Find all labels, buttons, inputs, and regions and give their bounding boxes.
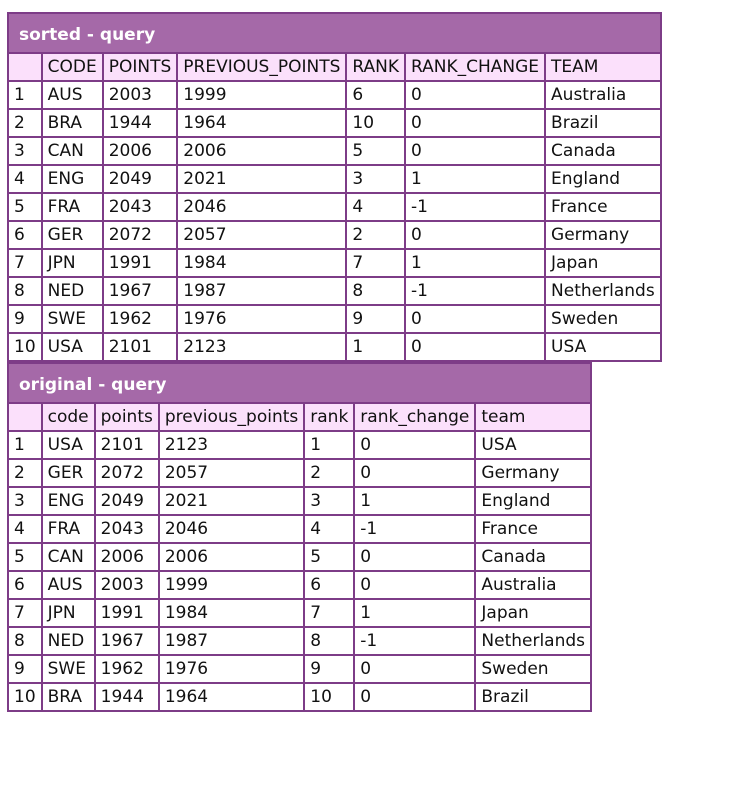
table-cell: 2043 — [95, 515, 159, 543]
table-cell: 8 — [304, 627, 354, 655]
column-header: rank_change — [354, 403, 475, 431]
table-cell: 0 — [405, 137, 545, 165]
table-row — [8, 305, 661, 333]
table-cell: AUS — [42, 571, 95, 599]
table-cell: 4 — [346, 193, 405, 221]
table-cell: 7 — [304, 599, 354, 627]
table-row — [8, 431, 591, 459]
row-index-cell: 6 — [8, 571, 42, 599]
table-cell: ENG — [42, 165, 103, 193]
table-cell: 2006 — [159, 543, 304, 571]
table-cell: 1991 — [103, 249, 178, 277]
table-cell: BRA — [42, 683, 95, 711]
column-header: code — [42, 403, 95, 431]
table-cell: 1984 — [159, 599, 304, 627]
table-cell: 0 — [354, 655, 475, 683]
table-cell: JPN — [42, 249, 103, 277]
row-index-cell: 7 — [8, 599, 42, 627]
table-cell: NED — [42, 627, 95, 655]
table-cell: France — [475, 515, 591, 543]
table-cell: Netherlands — [475, 627, 591, 655]
table-cell: 2046 — [159, 515, 304, 543]
table-cell: BRA — [42, 109, 103, 137]
table-row — [8, 81, 661, 109]
table-cell: -1 — [354, 627, 475, 655]
table-cell: 1 — [354, 599, 475, 627]
table-cell: 2101 — [103, 333, 178, 361]
table-cell: England — [475, 487, 591, 515]
table-cell: 1962 — [103, 305, 178, 333]
table-cell: 1964 — [159, 683, 304, 711]
table-cell: Sweden — [545, 305, 661, 333]
row-index-cell: 6 — [8, 221, 42, 249]
table-cell: 0 — [405, 305, 545, 333]
table-cell: 1967 — [95, 627, 159, 655]
column-header: points — [95, 403, 159, 431]
table-cell: 1999 — [159, 571, 304, 599]
table-row — [8, 627, 591, 655]
table-row — [8, 571, 591, 599]
table-cell: 2003 — [95, 571, 159, 599]
table-row — [8, 109, 661, 137]
table-cell: Brazil — [475, 683, 591, 711]
table-cell: 1 — [304, 431, 354, 459]
table-cell: 2049 — [95, 487, 159, 515]
table-cell: 0 — [354, 543, 475, 571]
table-cell: Canada — [545, 137, 661, 165]
table-row — [8, 683, 591, 711]
table-cell: 0 — [405, 109, 545, 137]
table-cell: 3 — [346, 165, 405, 193]
table-cell: 1967 — [103, 277, 178, 305]
table-cell: 1987 — [177, 277, 346, 305]
table-cell: 2101 — [95, 431, 159, 459]
row-index-cell: 9 — [8, 305, 42, 333]
table-cell: Germany — [475, 459, 591, 487]
row-index-cell: 3 — [8, 137, 42, 165]
table-cell: GER — [42, 459, 95, 487]
table-cell: FRA — [42, 193, 103, 221]
row-index-header — [8, 53, 42, 81]
table-cell: Australia — [545, 81, 661, 109]
table-cell: 5 — [346, 137, 405, 165]
table-cell: 7 — [346, 249, 405, 277]
table-cell: CAN — [42, 543, 95, 571]
table-cell: 2003 — [103, 81, 178, 109]
table-cell: 2072 — [103, 221, 178, 249]
table-cell: AUS — [42, 81, 103, 109]
table-cell: USA — [545, 333, 661, 361]
table-cell: 3 — [304, 487, 354, 515]
table-cell: 2046 — [177, 193, 346, 221]
table-cell: 2123 — [159, 431, 304, 459]
original-query-table — [7, 362, 592, 712]
table-cell: 1984 — [177, 249, 346, 277]
table-cell: 1976 — [159, 655, 304, 683]
column-header: RANK_CHANGE — [405, 53, 545, 81]
table-title: original - query — [7, 362, 592, 402]
table-row — [8, 543, 591, 571]
table-cell: 4 — [304, 515, 354, 543]
table-cell: 2006 — [177, 137, 346, 165]
table-row — [8, 221, 661, 249]
table-cell: 6 — [304, 571, 354, 599]
table-cell: GER — [42, 221, 103, 249]
table-cell: 2006 — [103, 137, 178, 165]
table-cell: 2021 — [159, 487, 304, 515]
table-cell: 6 — [346, 81, 405, 109]
header-row — [8, 53, 661, 81]
table-cell: 2072 — [95, 459, 159, 487]
column-header: previous_points — [159, 403, 304, 431]
table-cell: 2057 — [159, 459, 304, 487]
column-header: rank — [304, 403, 354, 431]
table-cell: NED — [42, 277, 103, 305]
table-row — [8, 277, 661, 305]
header-row — [8, 403, 591, 431]
table-cell: 1 — [354, 487, 475, 515]
table-cell: USA — [475, 431, 591, 459]
table-cell: 2057 — [177, 221, 346, 249]
table-cell: 8 — [346, 277, 405, 305]
column-header: CODE — [42, 53, 103, 81]
table-cell: 1991 — [95, 599, 159, 627]
table-cell: 1944 — [103, 109, 178, 137]
table-cell: FRA — [42, 515, 95, 543]
table-row — [8, 655, 591, 683]
table-cell: Netherlands — [545, 277, 661, 305]
table-row — [8, 599, 591, 627]
table-cell: Japan — [475, 599, 591, 627]
column-header: TEAM — [545, 53, 661, 81]
column-header: POINTS — [103, 53, 178, 81]
table-cell: 10 — [346, 109, 405, 137]
row-index-cell: 3 — [8, 487, 42, 515]
table-cell: Brazil — [545, 109, 661, 137]
row-index-cell: 4 — [8, 515, 42, 543]
row-index-cell: 7 — [8, 249, 42, 277]
table-row — [8, 249, 661, 277]
row-index-cell: 2 — [8, 459, 42, 487]
table-cell: -1 — [405, 277, 545, 305]
table-cell: USA — [42, 333, 103, 361]
table-cell: 0 — [354, 683, 475, 711]
table-cell: 0 — [405, 333, 545, 361]
table-cell: 1962 — [95, 655, 159, 683]
table-row — [8, 487, 591, 515]
table-cell: 2043 — [103, 193, 178, 221]
table-cell: 1 — [405, 249, 545, 277]
table-cell: -1 — [405, 193, 545, 221]
row-index-cell: 1 — [8, 81, 42, 109]
row-index-cell: 5 — [8, 543, 42, 571]
table-cell: 1 — [405, 165, 545, 193]
table-cell: Australia — [475, 571, 591, 599]
row-index-cell: 8 — [8, 277, 42, 305]
table-cell: 1999 — [177, 81, 346, 109]
table-cell: SWE — [42, 655, 95, 683]
table-cell: -1 — [354, 515, 475, 543]
table-cell: 2006 — [95, 543, 159, 571]
table-cell: ENG — [42, 487, 95, 515]
table-cell: 1976 — [177, 305, 346, 333]
row-index-cell: 9 — [8, 655, 42, 683]
table-cell: 0 — [405, 81, 545, 109]
table-cell: 0 — [405, 221, 545, 249]
table-cell: SWE — [42, 305, 103, 333]
table-cell: Sweden — [475, 655, 591, 683]
table-cell: Germany — [545, 221, 661, 249]
table-cell: 2 — [304, 459, 354, 487]
table-row — [8, 333, 661, 361]
row-index-cell: 5 — [8, 193, 42, 221]
table-cell: 9 — [304, 655, 354, 683]
table-cell: Canada — [475, 543, 591, 571]
table-cell: 0 — [354, 459, 475, 487]
table-cell: JPN — [42, 599, 95, 627]
table-cell: 2021 — [177, 165, 346, 193]
row-index-cell: 4 — [8, 165, 42, 193]
column-header: RANK — [346, 53, 405, 81]
table-row — [8, 137, 661, 165]
row-index-cell: 1 — [8, 431, 42, 459]
table-cell: 0 — [354, 571, 475, 599]
table-cell: 10 — [304, 683, 354, 711]
sorted-query-table — [7, 12, 662, 362]
table-cell: France — [545, 193, 661, 221]
column-header: PREVIOUS_POINTS — [177, 53, 346, 81]
table-title: sorted - query — [7, 12, 662, 52]
table-cell: 2049 — [103, 165, 178, 193]
table-cell: 1 — [346, 333, 405, 361]
table-cell: England — [545, 165, 661, 193]
table-cell: Japan — [545, 249, 661, 277]
table-row — [8, 193, 661, 221]
row-index-header — [8, 403, 42, 431]
row-index-cell: 2 — [8, 109, 42, 137]
table-cell: 2123 — [177, 333, 346, 361]
table-cell: 0 — [354, 431, 475, 459]
table-row — [8, 459, 591, 487]
table-cell: 2 — [346, 221, 405, 249]
table-cell: 9 — [346, 305, 405, 333]
table-row — [8, 515, 591, 543]
table-cell: 1944 — [95, 683, 159, 711]
column-header: team — [475, 403, 591, 431]
row-index-cell: 8 — [8, 627, 42, 655]
table-cell: 1987 — [159, 627, 304, 655]
table-cell: 1964 — [177, 109, 346, 137]
table-cell: 5 — [304, 543, 354, 571]
table-row — [8, 165, 661, 193]
row-index-cell: 10 — [8, 683, 42, 711]
table-cell: CAN — [42, 137, 103, 165]
table-cell: USA — [42, 431, 95, 459]
row-index-cell: 10 — [8, 333, 42, 361]
